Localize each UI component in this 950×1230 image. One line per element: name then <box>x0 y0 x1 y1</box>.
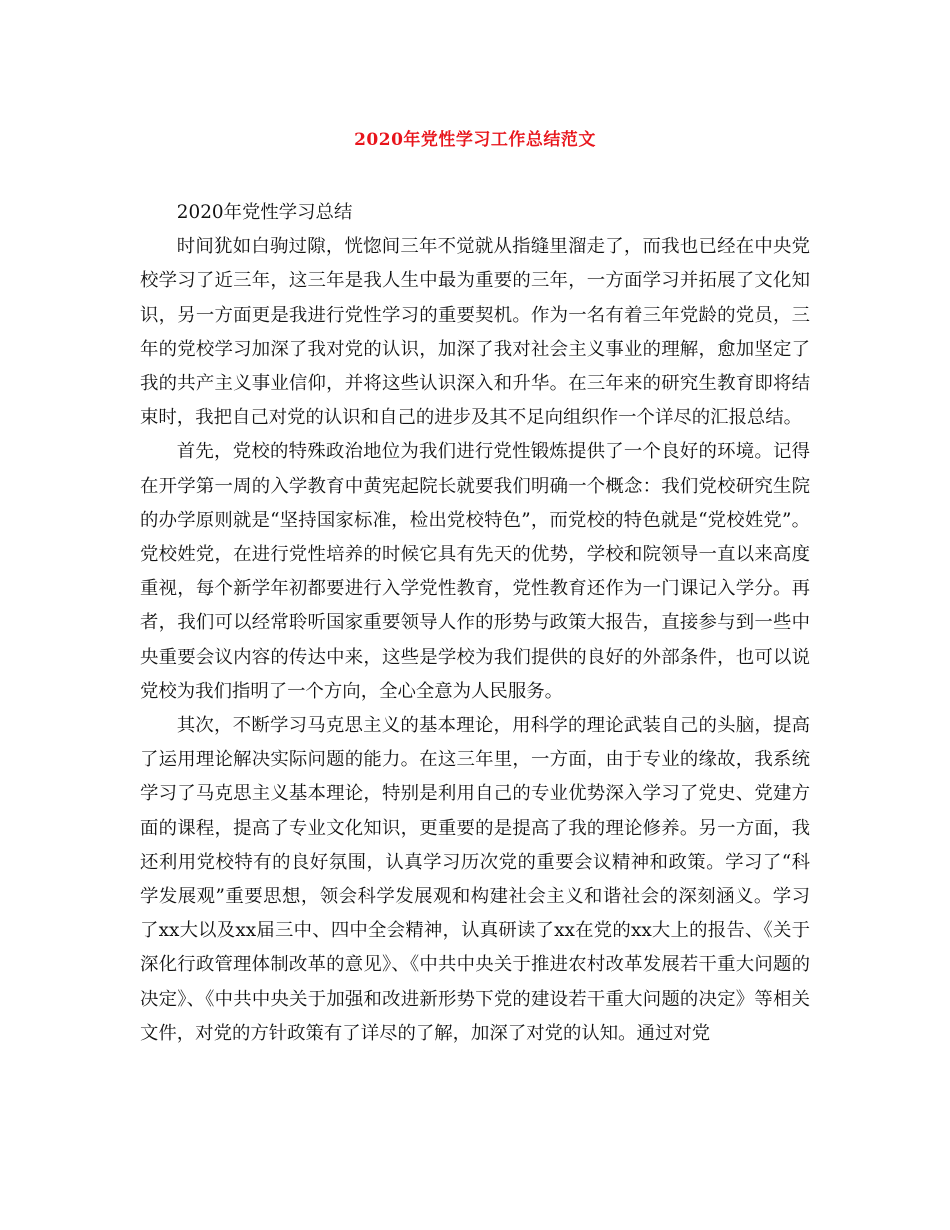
document-subtitle: 2020年党性学习总结 <box>176 202 353 223</box>
paragraph-2: 首先，党校的特殊政治地位为我们进行党性锻炼提供了一个良好的环境。记得在开学第一周的入学教育中黄宪起院长就要我们明确一个概念：我们党校研究生院的办学原则就是“坚持国家标准，检出党校特色”，而党校的特色就是“党校姓党”。党校姓党，在进行党性培养的时候它具有先天的优势，学校和院领导一直以来高度重视，每个新学年初都要进行入学党性教育，党性教育还作为一门课记入学分。再者，我们可以经常聆听国家重要领导人作的形势与政策大报告，直接参与到一些中央重要会议内容的传达中来，这些是学校为我们提供的良好的外部条件，也可以说党校为我们指明了一个方向，全心全意为人民服务。 <box>140 441 810 702</box>
document-body <box>140 196 810 1051</box>
document-title: 2020年党性学习工作总结范文 <box>354 130 596 150</box>
paragraph-3: 其次，不断学习马克思主义的基本理论，用科学的理论武装自己的头脑，提高了运用理论解决实际问题的能力。在这三年里，一方面，由于专业的缘故，我系统学习了马克思主义基本理论，特别是利用自己的专业优势深入学习了党史、党建方面的课程，提高了专业文化知识，更重要的是提高了我的理论修养。另一方面，我还利用党校特有的良好氛围，认真学习历次党的重要会议精神和政策。学习了“科学发展观”重要思想，领会科学发展观和构建社会主义和谐社会的深刻涵义。学习了xx大以及xx届三中、四中全会精神，认真研读了xx在党的xx大上的报告、《关于深化行政管理体制改革的意见》、《中共中央关于推进农村改革发展若干重大问题的决定》、《中共中央关于加强和改进新形势下党的建设若干重大问题的决定》等相关文件，对党的方针政策有了详尽的了解，加深了对党的认知。通过对党 <box>140 715 810 1044</box>
paragraph-1: 时间犹如白驹过隙，恍惚间三年不觉就从指缝里溜走了，而我也已经在中央党校学习了近三年，这三年是我人生中最为重要的三年，一方面学习并拓展了文化知识，另一方面更是我进行党性学习的重要契机。作为一名有着三年党龄的党员，三年的党校学习加深了我对党的认识，加深了我对社会主义事业的理解，愈加坚定了我的共产主义事业信仰，并将这些认识深入和升华。在三年来的研究生教育即将结束时，我把自己对党的认识和自己的进步及其不足向组织作一个详尽的汇报总结。 <box>140 236 810 429</box>
